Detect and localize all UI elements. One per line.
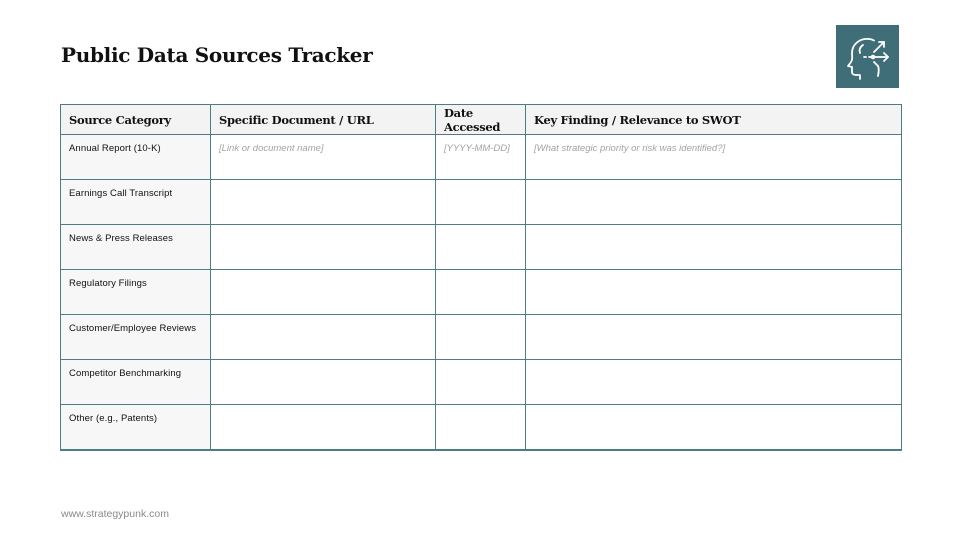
date-cell[interactable]: [YYYY-MM-DD]: [436, 135, 526, 180]
date-cell[interactable]: [436, 360, 526, 405]
header-date-accessed: Date Accessed: [436, 105, 526, 135]
document-cell[interactable]: [211, 180, 436, 225]
finding-cell[interactable]: [526, 360, 902, 405]
date-cell[interactable]: [436, 270, 526, 315]
table-row: [61, 135, 902, 180]
category-cell: Regulatory Filings: [61, 270, 211, 315]
finding-cell[interactable]: [526, 270, 902, 315]
finding-cell[interactable]: [526, 225, 902, 270]
category-cell: Customer/Employee Reviews: [61, 315, 211, 360]
category-cell: Earnings Call Transcript: [61, 180, 211, 225]
document-cell[interactable]: [211, 270, 436, 315]
table-row: [61, 315, 902, 360]
finding-cell[interactable]: [526, 180, 902, 225]
table-row: [61, 180, 902, 225]
page-title: Public Data Sources Tracker: [61, 43, 373, 67]
table-row: [61, 225, 902, 270]
document-cell[interactable]: [211, 315, 436, 360]
document-cell[interactable]: [211, 360, 436, 405]
sources-table: [60, 104, 902, 451]
finding-cell[interactable]: [What strategic priority or risk was identified?]: [526, 135, 902, 180]
header-key-finding: Key Finding / Relevance to SWOT: [526, 105, 902, 135]
date-cell[interactable]: [436, 405, 526, 450]
document-cell[interactable]: [Link or document name]: [211, 135, 436, 180]
table-row: [61, 270, 902, 315]
date-cell[interactable]: [436, 180, 526, 225]
table-row: [61, 360, 902, 405]
footer-url: www.strategypunk.com: [61, 508, 169, 520]
finding-cell[interactable]: [526, 405, 902, 450]
date-cell[interactable]: [436, 225, 526, 270]
category-cell: News & Press Releases: [61, 225, 211, 270]
category-cell: Competitor Benchmarking: [61, 360, 211, 405]
logo: [836, 25, 899, 88]
header-source-category: Source Category: [61, 105, 211, 135]
head-arrows-icon: [842, 31, 894, 83]
table-header-row: [61, 105, 902, 135]
document-cell[interactable]: [211, 405, 436, 450]
header-document-url: Specific Document / URL: [211, 105, 436, 135]
category-cell: Annual Report (10-K): [61, 135, 211, 180]
finding-cell[interactable]: [526, 315, 902, 360]
table-row: [61, 405, 902, 450]
category-cell: Other (e.g., Patents): [61, 405, 211, 450]
document-cell[interactable]: [211, 225, 436, 270]
date-cell[interactable]: [436, 315, 526, 360]
